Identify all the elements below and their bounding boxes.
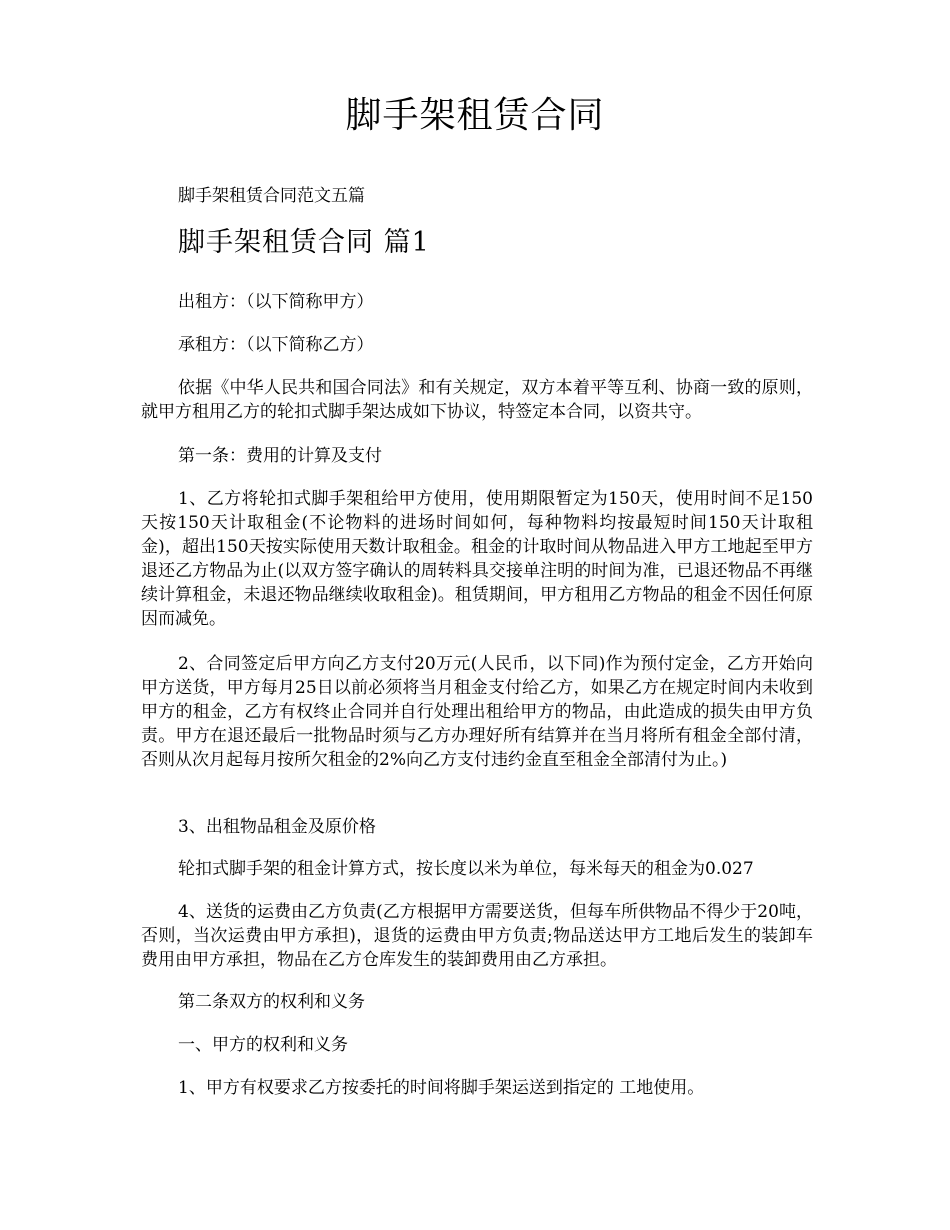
paragraph: 2、合同签定后甲方向乙方支付20万元(人民币，以下同)作为预付定金，乙方开始向甲方送货，甲方每月25日以前必须将当月租金支付给乙方，如果乙方在规定时间内未收到甲方的租金，乙方有权终止合同并自行处理出租给甲方的物品，由此造成的损失由甲方负责。甲方在退还最后一批物品时须与乙方办理好所有结算并在当月将所有租金全部付清，否则从次月起每月按所欠租金的2%向乙方支付违约金直至租金全部清付为止。) — [141, 654, 813, 770]
paragraph: 第二条双方的权利和义务 — [178, 992, 365, 1012]
paragraph: 第一条：费用的计算及支付 — [178, 446, 382, 466]
paragraph: 轮扣式脚手架的租金计算方式，按长度以米为单位，每米每天的租金为0.027 — [178, 859, 754, 879]
paragraph: 一、甲方的权利和义务 — [178, 1035, 348, 1055]
paragraph: 3、出租物品租金及原价格 — [178, 817, 376, 837]
paragraph: 4、送货的运费由乙方负责(乙方根据甲方需要送货，但每车所供物品不得少于20吨，否则，当次运费由甲方承担)，退货的运费由甲方负责;物品送达甲方工地后发生的装卸车费用由甲方承担，物品在乙方仓库发生的装卸费用由乙方承担。 — [141, 902, 813, 970]
section-heading: 脚手架租赁合同 篇1 — [178, 227, 430, 258]
paragraph: 承租方：（以下简称乙方） — [178, 335, 374, 355]
paragraph: 1、甲方有权要求乙方按委托的时间将脚手架运送到指定的 工地使用。 — [178, 1078, 705, 1098]
paragraph: 依据《中华人民共和国合同法》和有关规定，双方本着平等互利、协商一致的原则，就甲方租用乙方的轮扣式脚手架达成如下协议，特签定本合同，以资共守。 — [141, 378, 813, 422]
paragraph: 1、乙方将轮扣式脚手架租给甲方使用，使用期限暂定为150天，使用时间不足150天按150天计取租金(不论物料的进场时间如何，每种物料均按最短时间150天计取租金)，超出150天按实际使用天数计取租金。租金的计取时间从物品进入甲方工地起至甲方退还乙方物品为止(以双方签字确认的周转料具交接单注明的时间为准，已退还物品不再继续计算租金，未退还物品继续收取租金)。租赁期间，甲方租用乙方物品的租金不因任何原因而减免。 — [141, 489, 813, 629]
document-title: 脚手架租赁合同 — [345, 95, 605, 136]
document-subtitle: 脚手架租赁合同范文五篇 — [178, 186, 365, 206]
paragraph: 出租方：（以下简称甲方） — [178, 292, 374, 312]
